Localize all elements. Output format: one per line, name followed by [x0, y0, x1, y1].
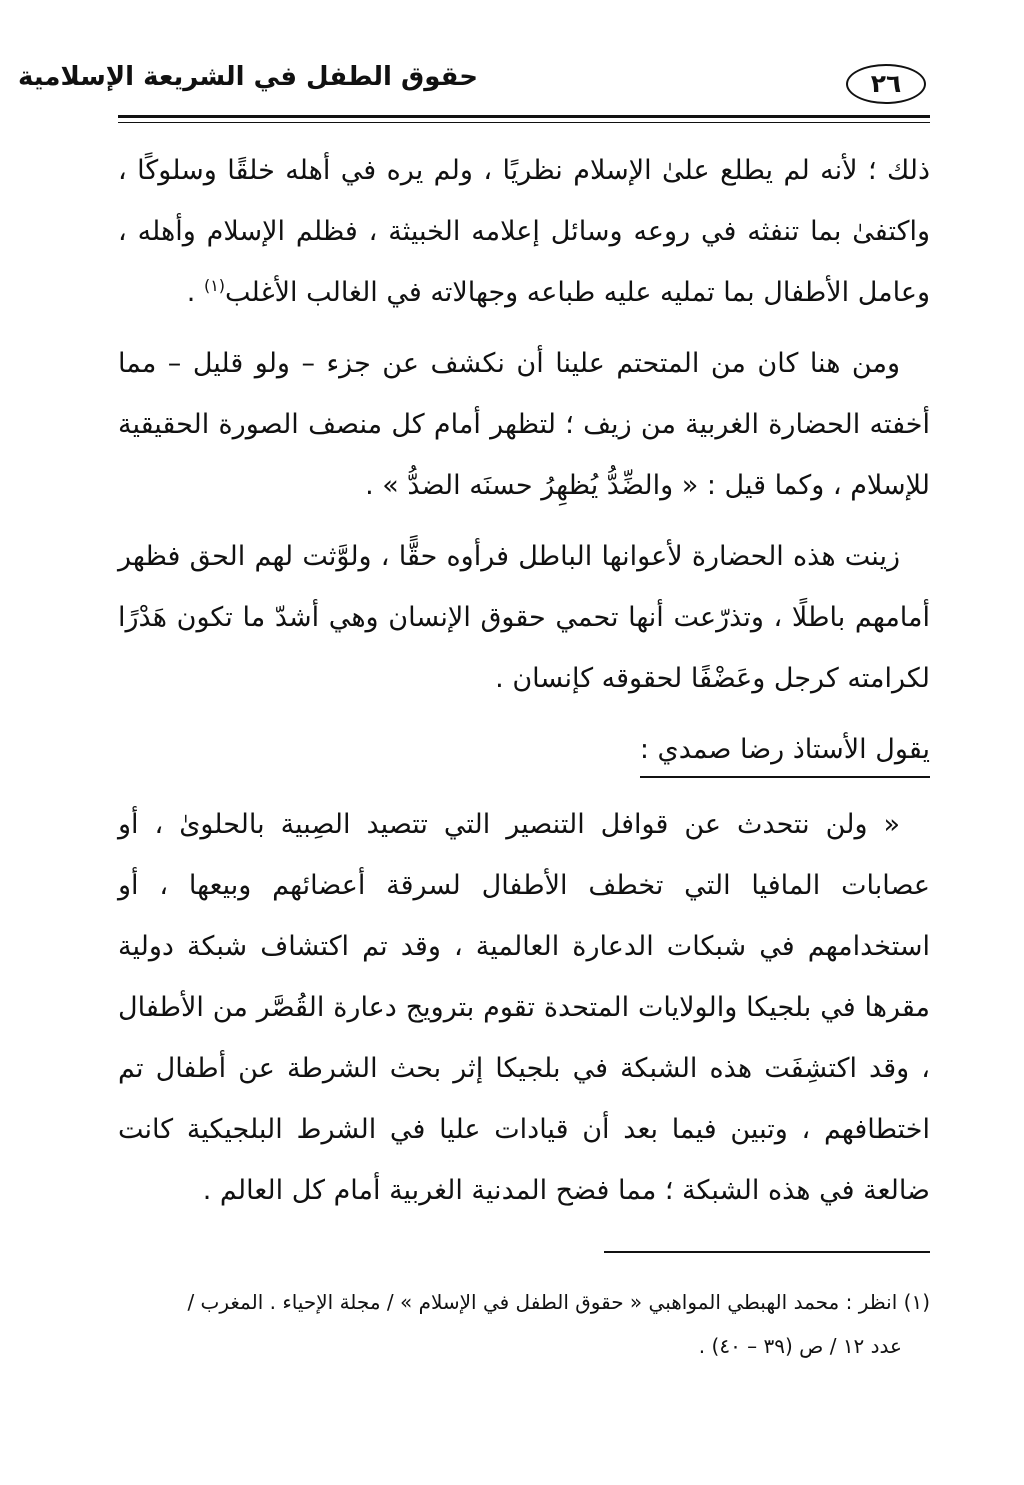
- page-number: ٢٦: [870, 69, 902, 98]
- page-number-badge: [846, 64, 926, 104]
- footnote-line-2: عدد ١٢ / ص (٣٩ – ٤٠) .: [698, 1334, 902, 1358]
- paragraph-4-quote: « ولن نتحدث عن قوافل التنصير التي تتصيد الصِبية بالحلوىٰ ، أو عصابات المافيا التي تخطف الأطفال لسرقة أعضائهم وبيعها ، أو استخدامهم في شبكات الدعارة العالمية ، وقد تم اكتشاف شبكة دولية مقرها في بلجيكا والولايات المتحدة تقوم بترويج دعارة القُصَّر من الأطفال ، وقد اكتشِفَت هذه الشبكة في بلجيكا إثر بحث الشرطة عن أطفال تم اختطافهم ، وتبين فيما بعد أن قيادات عليا في الشرط البلجيكية كانت ضالعة في هذه الشبكة ؛ مما فضح المدنية الغربية أمام كل العالم .: [118, 809, 930, 1206]
- subheading-wrap: [118, 719, 930, 794]
- header-rule-thin: [118, 122, 930, 123]
- subheading: يقول الأستاذ رضا صمدي :: [640, 724, 930, 778]
- paragraph-1-end: .: [186, 277, 204, 308]
- footnote-reference[interactable]: (١): [203, 276, 226, 295]
- paragraph-2: ومن هنا كان من المتحتم علينا أن نكشف عن جزء – ولو قليل – مما أخفته الحضارة الغربية من زيف ؛ لتظهر أمام كل منصف الصورة الحقيقية للإسلام ، وكما قيل : « والضِّدُّ يُظهِرُ حسنَه الضدُّ » .: [118, 348, 930, 501]
- footnote: [118, 1280, 930, 1368]
- running-title: حقوق الطفل في الشريعة الإسلامية: [17, 62, 478, 92]
- paragraph-3: زينت هذه الحضارة لأعوانها الباطل فرأوه حقًّا ، ولوَّثت لهم الحق فظهر أمامهم باطلًا ، وتذرّعت أنها تحمي حقوق الإنسان وهي أشدّ ما تكون هَدْرًا لكرامته كرجل وعَضْفًا لحقوقه كإنسان .: [118, 541, 930, 694]
- footnote-separator: [604, 1251, 930, 1253]
- paragraph-1: [118, 140, 930, 323]
- footnote-line-1: (١) انظر : محمد الهبطي المواهبي « حقوق الطفل في الإسلام » / مجلة الإحياء . المغرب /: [187, 1290, 930, 1314]
- paragraph-1-text: ذلك ؛ لأنه لم يطلع علىٰ الإسلام نظريًا ، ولم يره في أهله خلقًا وسلوكًا ، واكتفىٰ بما تنفثه في روعه وسائل إعلامه الخبيثة ، فظلم الإسلام وأهله ، وعامل الأطفال بما تمليه عليه طباعه وجهالاته في الغالب الأغلب: [118, 155, 930, 308]
- header-rule-thick: [118, 115, 930, 118]
- body-text: [118, 140, 930, 1231]
